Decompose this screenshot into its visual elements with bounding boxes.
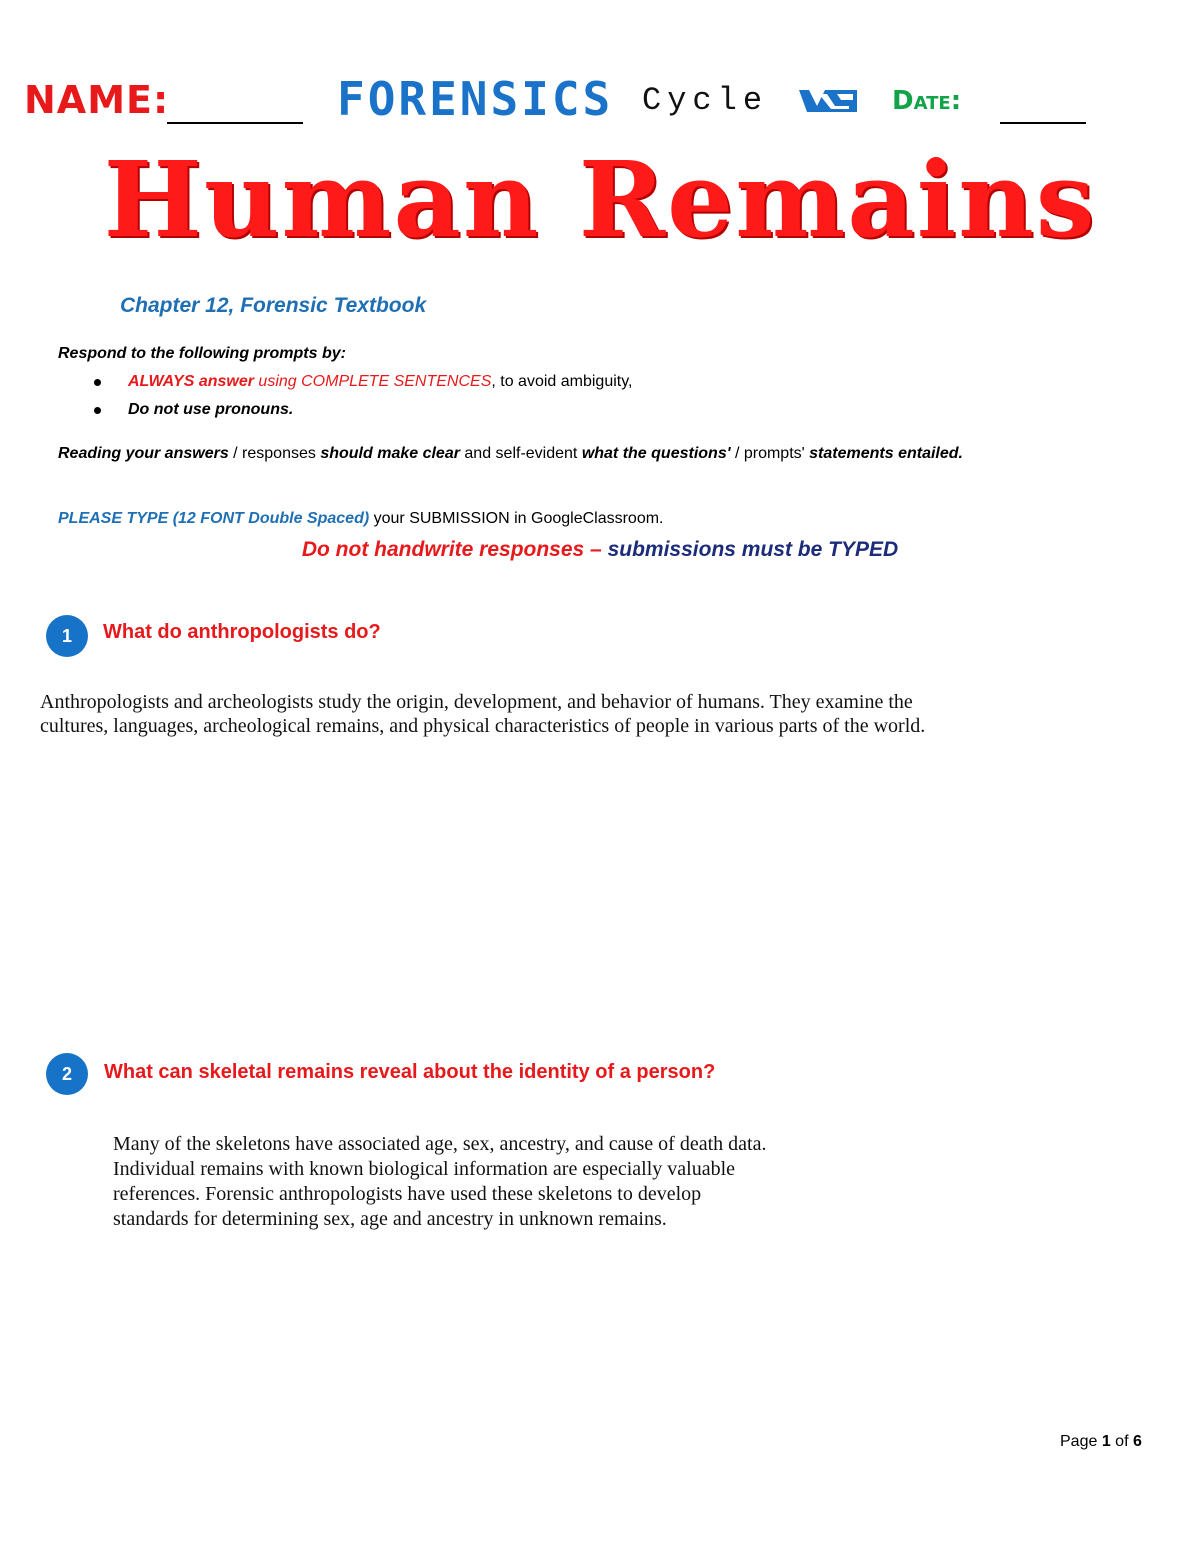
answer-line: references. Forensic anthropologists have used these skeletons to develop [113, 1183, 702, 1205]
question-1-text: What do anthropologists do? [103, 621, 381, 643]
date-blank-line[interactable] [1000, 122, 1086, 124]
please-type-label: PLEASE TYPE (12 FONT Double Spaced) [58, 510, 370, 527]
reading-instructions [58, 441, 1088, 467]
header-row [24, 72, 1154, 134]
question-2-text: What can skeletal remains reveal about the identity of a person? [104, 1061, 716, 1083]
forensics-heading: FORENSICS [337, 72, 614, 126]
submission-text: your SUBMISSION in GoogleClassroom. [369, 510, 664, 527]
answer-line: Individual remains with known biological information are especially valuable [113, 1158, 736, 1180]
reading-part: and self-evident [459, 445, 582, 462]
page-number [1060, 1433, 1142, 1451]
name-label: NAME: [24, 78, 170, 122]
must-be-typed-text: submissions must be TYPED [607, 538, 899, 561]
question-number-badge: 2 [46, 1053, 88, 1095]
always-answer-text: ALWAYS answer [128, 373, 254, 390]
question-number-badge: 1 [46, 615, 88, 657]
name-blank-line[interactable] [167, 122, 303, 124]
using-text: using [253, 373, 302, 390]
complete-sentences-text: COMPLETE SENTENCES [301, 373, 492, 390]
no-pronouns-text: Do not use pronouns. [128, 401, 294, 418]
typed-submission-note [0, 538, 1200, 562]
instructions-list [94, 370, 632, 426]
date-label: Date: [892, 86, 962, 116]
reading-part: should make clear [320, 445, 460, 462]
cycle-badge-icon [797, 88, 859, 114]
avoid-ambiguity-text: , to avoid ambiguity, [491, 373, 633, 390]
of-word: of [1110, 1433, 1133, 1450]
reading-part: / prompts' [730, 445, 810, 462]
handwrite-warning: Do not handwrite responses – [301, 538, 608, 561]
answer-line: Anthropologists and archeologists study the origin, development, and behavior of humans. They examine the [40, 691, 913, 713]
cycle-label: Cycle [642, 82, 769, 119]
answer-line: standards for determining sex, age and ancestry in unknown remains. [113, 1208, 667, 1230]
reading-part: what the questions' [581, 445, 731, 462]
answer-line: cultures, languages, archeological remains, and physical characteristics of people in various parts of the world. [40, 715, 926, 737]
reading-part: statements entailed. [809, 445, 963, 462]
please-type-instruction [58, 510, 664, 528]
answer-2[interactable] [113, 1132, 933, 1232]
list-item [94, 398, 632, 426]
page-word: Page [1060, 1433, 1102, 1450]
reading-part: / responses [228, 445, 321, 462]
instructions-intro: Respond to the following prompts by: [58, 345, 346, 362]
page-title: Human Remains [103, 138, 1097, 261]
reading-part: Reading your answers [58, 445, 229, 462]
answer-line: Many of the skeletons have associated age, sex, ancestry, and cause of death data. [113, 1133, 767, 1155]
list-item [94, 370, 632, 398]
answer-1[interactable] [40, 690, 1160, 738]
total-pages: 6 [1132, 1433, 1142, 1450]
chapter-subtitle: Chapter 12, Forensic Textbook [120, 294, 427, 317]
current-page: 1 [1101, 1433, 1111, 1450]
